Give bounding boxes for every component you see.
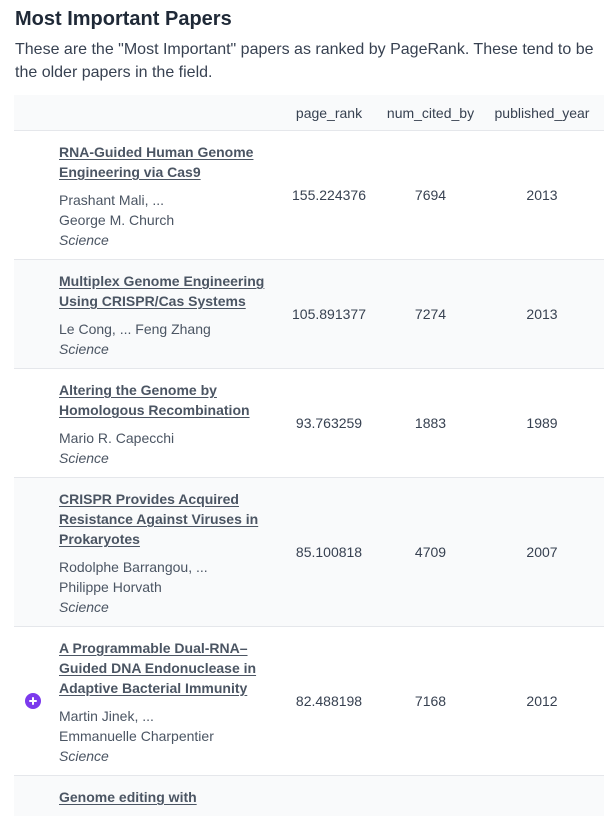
table-row	[14, 260, 604, 369]
table-header	[14, 95, 604, 131]
paper-author-line: Emmanuelle Charpentier	[59, 726, 273, 746]
page-rank-cell: 155.224376	[277, 131, 381, 260]
paper-authors	[59, 706, 273, 746]
paper-title-link[interactable]: Altering the Genome by Homologous Recombination	[59, 380, 273, 420]
paper-title-link[interactable]: Multiplex Genome Engineering Using CRISPR/Cas Systems	[59, 271, 273, 311]
paper-journal: Science	[59, 448, 273, 468]
page-title: Most Important Papers	[15, 8, 232, 31]
page-rank-cell: 82.488198	[277, 627, 381, 776]
num-cited-by-cell: 7694	[381, 131, 480, 260]
num-cited-by-cell: 7274	[381, 260, 480, 369]
table-row	[14, 478, 604, 627]
paper-cell	[14, 260, 277, 369]
page-rank-cell: 85.100818	[277, 478, 381, 627]
table-body	[14, 131, 604, 816]
page-rank-cell: 105.891377	[277, 260, 381, 369]
page-description: These are the "Most Important" papers as ranked by PageRank. These tend to be the older papers in the field.	[15, 38, 611, 84]
paper-authors	[59, 428, 273, 448]
paper-cell	[14, 627, 277, 776]
paper-cell	[14, 478, 277, 627]
paper-author-line: Prashant Mali, ...	[59, 190, 273, 210]
column-header-published-year[interactable]: published_year	[480, 95, 604, 131]
num-cited-by-cell: 7168	[381, 627, 480, 776]
paper-author-line: Mario R. Capecchi	[59, 428, 273, 448]
paper-authors	[59, 319, 273, 339]
page-rank-cell	[277, 776, 381, 816]
paper-cell	[14, 776, 277, 816]
column-header-page-rank[interactable]: page_rank	[277, 95, 381, 131]
paper-cell	[14, 131, 277, 260]
table-row	[14, 627, 604, 776]
papers-table	[14, 95, 604, 816]
paper-journal: Science	[59, 746, 273, 766]
paper-author-line: Le Cong, ... Feng Zhang	[59, 319, 273, 339]
published-year-cell: 1989	[480, 369, 604, 478]
paper-title-link[interactable]: Genome editing with	[59, 787, 273, 807]
num-cited-by-cell: 4709	[381, 478, 480, 627]
paper-journal: Science	[59, 230, 273, 250]
table-row	[14, 131, 604, 260]
paper-title-link[interactable]: CRISPR Provides Acquired Resistance Against Viruses in Prokaryotes	[59, 489, 273, 549]
paper-author-line: Martin Jinek, ...	[59, 706, 273, 726]
table-row	[14, 369, 604, 478]
plus-circle-icon[interactable]	[25, 693, 41, 709]
published-year-cell: 2012	[480, 627, 604, 776]
published-year-cell: 2007	[480, 478, 604, 627]
paper-author-line: Rodolphe Barrangou, ...	[59, 557, 273, 577]
column-header-paper	[14, 95, 277, 131]
papers-table-container[interactable]	[14, 95, 604, 795]
paper-journal: Science	[59, 597, 273, 617]
published-year-cell	[480, 776, 604, 816]
paper-cell	[14, 369, 277, 478]
num-cited-by-cell: 1883	[381, 369, 480, 478]
paper-authors	[59, 557, 273, 597]
num-cited-by-cell	[381, 776, 480, 816]
page-rank-cell: 93.763259	[277, 369, 381, 478]
paper-author-line: Philippe Horvath	[59, 577, 273, 597]
published-year-cell: 2013	[480, 260, 604, 369]
paper-title-link[interactable]: RNA-Guided Human Genome Engineering via Cas9	[59, 142, 273, 182]
column-header-num-cited-by[interactable]: num_cited_by	[381, 95, 480, 131]
table-row	[14, 776, 604, 816]
paper-journal: Science	[59, 339, 273, 359]
paper-title-link[interactable]: A Programmable Dual-RNA–Guided DNA Endonuclease in Adaptive Bacterial Immunity	[59, 638, 273, 698]
paper-authors	[59, 190, 273, 230]
paper-author-line: George M. Church	[59, 210, 273, 230]
published-year-cell: 2013	[480, 131, 604, 260]
